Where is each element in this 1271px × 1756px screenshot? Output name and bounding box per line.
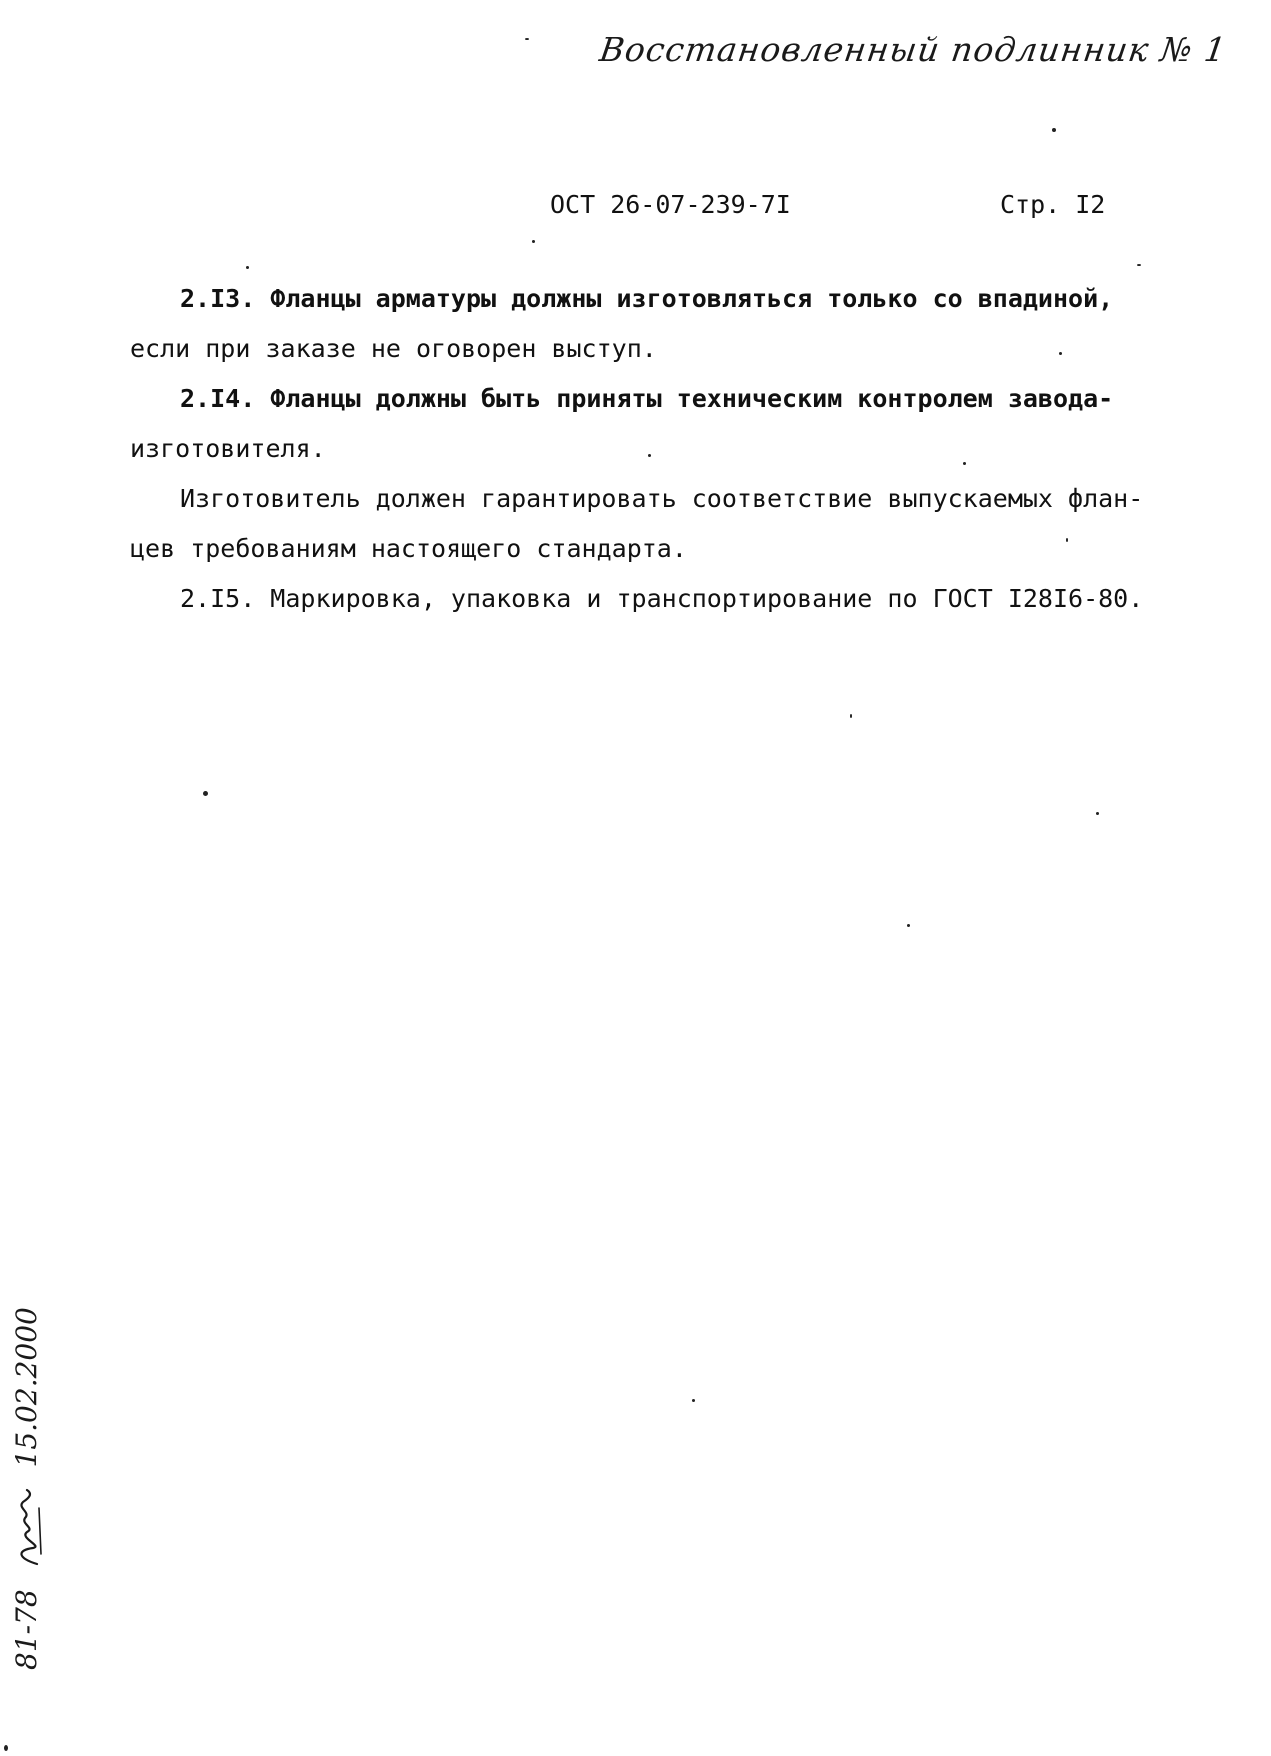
document-body	[130, 286, 1190, 636]
scan-speck	[203, 791, 208, 796]
scan-speck	[648, 454, 651, 457]
scan-speck	[4, 1745, 8, 1751]
paragraph-2-14-line-2: изготовителя.	[130, 434, 326, 463]
scan-speck	[692, 1399, 695, 1402]
scan-speck	[963, 462, 966, 465]
paragraph-2-15-line-1: 2.I5. Маркировка, упаковка и транспортирование по ГОСТ I28I6-80.	[180, 584, 1144, 613]
paragraph-manufacturer-line-1: Изготовитель должен гарантировать соответствие выпускаемых флан-	[180, 484, 1144, 513]
scan-speck	[907, 924, 910, 927]
handwritten-margin-note	[10, 1307, 45, 1670]
restored-original-stamp: Восстановленный подлинник № 1	[597, 30, 1230, 69]
scan-speck	[246, 266, 249, 269]
paragraph-2-13-line-1: 2.I3. Фланцы арматуры должны изготовляться только со впадиной,	[180, 284, 1114, 313]
paragraph-manufacturer-line-2: цев требованиям настоящего стандарта.	[130, 534, 687, 563]
scan-speck	[1059, 352, 1062, 355]
margin-note-number: 81-78	[10, 1589, 43, 1670]
paragraph-2-13-line-2: если при заказе не оговорен выступ.	[130, 334, 657, 363]
signature-icon	[13, 1488, 45, 1568]
scan-speck	[850, 714, 852, 718]
paragraph-2-14-line-1: 2.I4. Фланцы должны быть приняты техническим контролем завода-	[180, 384, 1114, 413]
scan-speck	[1066, 538, 1068, 542]
scan-speck	[1052, 128, 1056, 132]
margin-note-date: 15.02.2000	[10, 1307, 43, 1468]
scan-speck	[525, 38, 529, 40]
scan-speck	[1096, 812, 1099, 815]
page-number: Стр. I2	[1000, 190, 1106, 219]
document-number: ОСТ 26-07-239-7I	[550, 190, 791, 219]
scan-speck	[1137, 264, 1141, 266]
scan-speck	[532, 240, 535, 243]
